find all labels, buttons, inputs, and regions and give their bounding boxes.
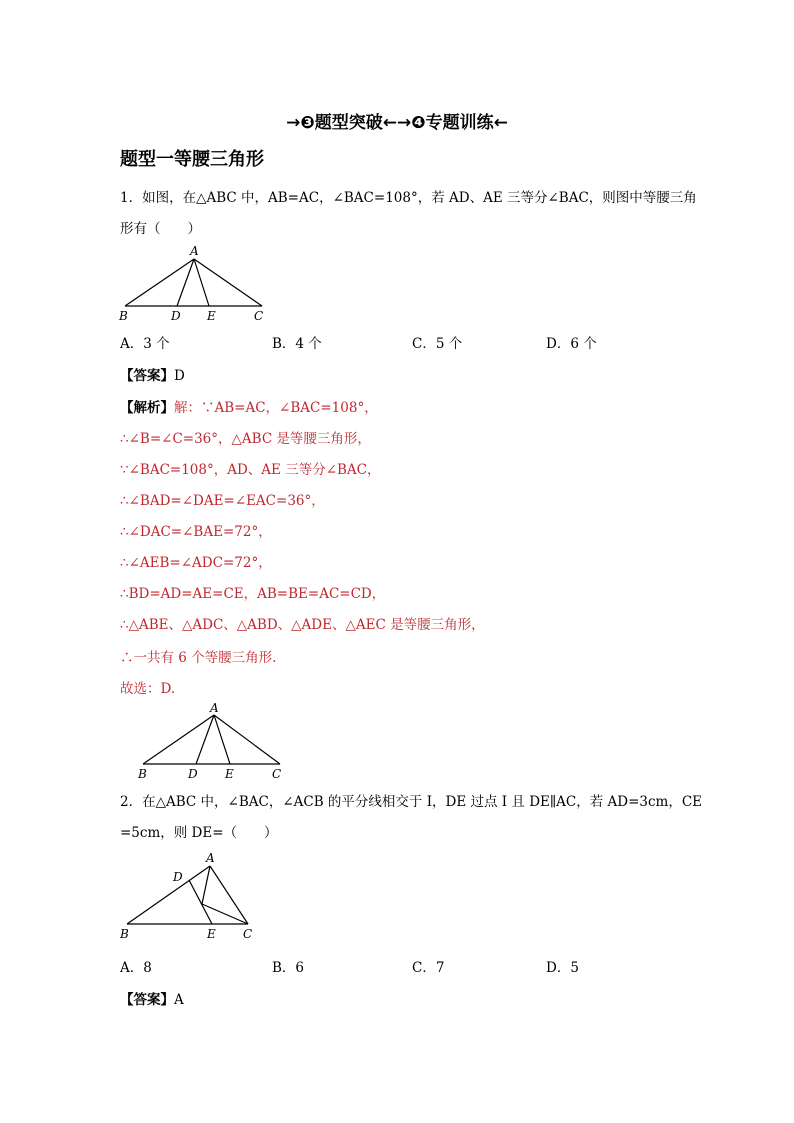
q1-label-c: C [254, 309, 264, 323]
q1-answer-tag: 【答案】 [120, 368, 174, 384]
q2-answer [120, 988, 184, 1008]
q1-analysis-figure [133, 698, 293, 782]
q1-analysis-tag: 【解析】 [120, 400, 174, 416]
q1-segment-ae [194, 259, 209, 306]
q1-analysis-line-7: ∴△ABE、△ADC、△ABD、△ADE、△AEC 是等腰三角形， [120, 617, 485, 633]
q1-analysis-line-2: ∵∠BAC=108°，AD、AE 三等分∠BAC， [120, 462, 381, 478]
q1-analysis-line-9: 故选：D. [120, 681, 176, 697]
q1-side-ac [194, 259, 262, 306]
q1-option-a: A．3 个 [120, 336, 170, 352]
q1-analysis-line-6: ∴BD=AD=AE=CE，AB=BE=AC=CD， [120, 586, 386, 602]
q2-answer-value: A [174, 992, 184, 1008]
q2-option-b: B．6 [272, 960, 305, 976]
q1-answer-value: D [174, 368, 185, 384]
q1-text-line2: 形有（ ） [120, 221, 201, 237]
section-title: 题型一等腰三角形 [120, 149, 264, 170]
q1-option-c: C．5 个 [412, 336, 463, 352]
q2-segment-de [189, 880, 212, 924]
q2-label-a: A [206, 851, 215, 865]
q1-fig2-label-e: E [225, 767, 234, 781]
q1-side-ab [125, 259, 194, 306]
q2-label-c: C [243, 927, 253, 941]
q1-answer [120, 364, 185, 384]
q1-segment-ad [177, 259, 194, 306]
q2-bisector-ai [202, 866, 210, 904]
q2-text-line2: =5cm，则 DE=（ ） [120, 825, 278, 841]
q1-analysis-line-4: ∴∠DAC=∠BAE=72°， [120, 524, 272, 540]
q2-triangle-figure [115, 846, 265, 946]
q2-option-c: C．7 [412, 960, 445, 976]
q1-text-line1: 1．如图，在△ABC 中，AB=AC，∠BAC=108°，若 AD、AE 三等分∠BAC，则图中等腰三角 [120, 190, 697, 206]
q1-label-b: B [119, 309, 128, 323]
q2-option-d: D．5 [546, 960, 579, 976]
q1-triangle-figure [115, 240, 275, 324]
q1-fig2-label-c: C [272, 767, 282, 781]
q1-option-d: D．6 个 [546, 336, 597, 352]
q1-analysis-line-0: 【解析】解：∵AB=AC，∠BAC=108°， [120, 400, 378, 416]
q1-label-e: E [207, 309, 216, 323]
q1-analysis-line-3: ∴∠BAD=∠DAE=∠EAC=36°， [120, 493, 325, 509]
q2-answer-tag: 【答案】 [120, 992, 174, 1008]
q1-analysis-line-5: ∴∠AEB=∠ADC=72°， [120, 555, 272, 571]
q2-label-d: D [173, 870, 183, 884]
q1-analysis-line-8: ∴一共有 6 个等腰三角形. [120, 650, 277, 666]
q1-analysis-line-1: ∴∠B=∠C=36°，△ABC 是等腰三角形， [120, 431, 371, 447]
q1-option-b: B．4 个 [272, 336, 322, 352]
q2-side-ab [127, 866, 210, 924]
q2-label-e: E [207, 927, 216, 941]
page-header: →❸题型突破←→❹专题训练← [286, 113, 508, 133]
q2-label-b: B [120, 927, 129, 941]
q1-fig2-label-d: D [188, 767, 198, 781]
q1-fig2-label-a: A [210, 701, 219, 715]
q2-option-a: A．8 [120, 960, 152, 976]
q1-label-a: A [190, 244, 199, 258]
q1-label-d: D [171, 309, 181, 323]
q1-fig2-label-b: B [138, 767, 147, 781]
q2-text-line1: 2．在△ABC 中，∠BAC，∠ACB 的平分线相交于 I，DE 过点 I 且 DE∥AC，若 AD=3cm，CE [120, 794, 703, 810]
